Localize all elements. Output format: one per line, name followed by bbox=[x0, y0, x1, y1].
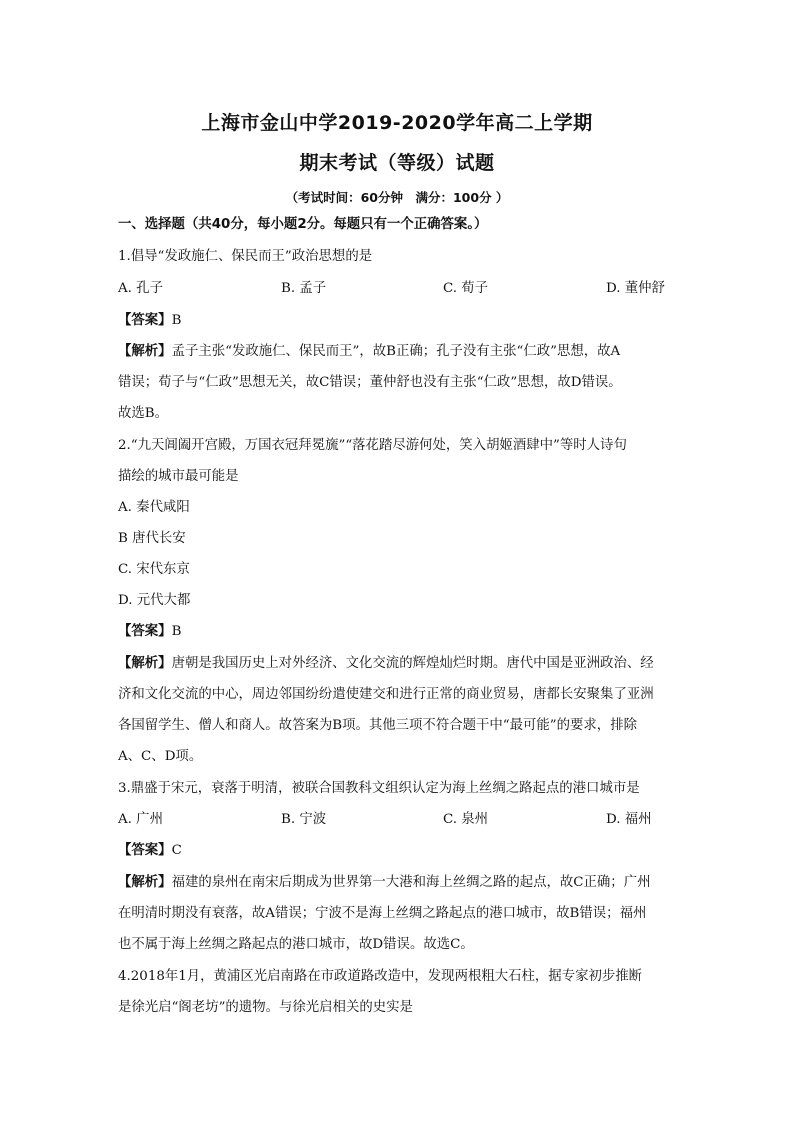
analysis-tag: 【解析】 bbox=[118, 875, 172, 890]
q3-analysis-line: 在明清时期没有衰落，故A错误；宁波不是海上丝绸之路起点的港口城市，故B错误；福州 bbox=[118, 906, 647, 921]
q2-option-d: D. 元代大都 bbox=[118, 593, 191, 608]
answer-value: B bbox=[171, 313, 182, 328]
analysis-text: 福建的泉州在南宋后期成为世界第一大港和海上丝绸之路的起点，故C正确；广州 bbox=[171, 875, 651, 890]
q3-analysis-line bbox=[118, 874, 678, 892]
section-heading: 一、选择题（共40分，每小题2分。每题只有一个正确答案。） bbox=[118, 217, 488, 232]
exam-title-line1: 上海市金山中学2019-2020学年高二上学期 bbox=[201, 112, 593, 134]
q4-stem: 是徐光启“阁老坊”的遗物。与徐光启相关的史实是 bbox=[118, 1000, 413, 1015]
q3-analysis-line: 也不属于海上丝绸之路起点的港口城市，故D错误。故选C。 bbox=[118, 937, 474, 952]
analysis-text: 孟子主张“发政施仁、保民而王”，故B正确；孔子没有主张“仁政”思想，故A bbox=[171, 344, 621, 359]
answer-value: C bbox=[171, 843, 182, 858]
q3-stem: 3.鼎盛于宋元，衰落于明清，被联合国教科文组织认定为海上丝绸之路起点的港口城市是 bbox=[118, 781, 640, 796]
q2-option-a: A. 秦代咸阳 bbox=[118, 500, 190, 515]
q2-option-b: B 唐代长安 bbox=[118, 531, 186, 546]
exam-title-line2: 期末考试（等级）试题 bbox=[299, 152, 495, 174]
q1-option-d: D. 董仲舒 bbox=[606, 281, 665, 296]
answer-value: B bbox=[171, 624, 182, 639]
answer-tag: 【答案】 bbox=[118, 624, 172, 639]
q2-analysis-line: A、C、D项。 bbox=[118, 749, 203, 764]
analysis-tag: 【解析】 bbox=[118, 656, 172, 671]
q2-stem: 描绘的城市最可能是 bbox=[118, 469, 239, 484]
analysis-text: 唐朝是我国历史上对外经济、文化交流的辉煌灿烂时期。唐代中国是亚洲政治、经 bbox=[171, 656, 654, 671]
q4-stem: 4.2018年1月，黄浦区光启南路在市政道路改造中，发现两根粗大石柱，据专家初步推断 bbox=[118, 969, 643, 984]
exam-meta: （考试时间：60分钟 满分：100分 ） bbox=[285, 190, 509, 205]
answer-tag: 【答案】 bbox=[118, 313, 172, 328]
q3-option-a: A. 广州 bbox=[118, 812, 163, 827]
answer-tag: 【答案】 bbox=[118, 843, 172, 858]
q2-analysis-line bbox=[118, 655, 678, 673]
q2-analysis-line: 各国留学生、僧人和商人。故答案为B项。其他三项不符合题干中“最可能”的要求，排除 bbox=[118, 718, 637, 733]
q2-option-c: C. 宋代东京 bbox=[118, 562, 190, 577]
q1-analysis-line: 错误；荀子与“仁政”思想无关，故C错误；董仲舒也没有主张“仁政”思想，故D错误。 bbox=[118, 375, 622, 390]
q2-stem: 2.“九天阊阖开宫殿，万国衣冠拜冕旒”“落花踏尽游何处，笑入胡姬酒肆中”等时人诗句 bbox=[118, 438, 627, 453]
analysis-tag: 【解析】 bbox=[118, 344, 172, 359]
q3-answer bbox=[118, 842, 678, 860]
q1-analysis-line: 故选B。 bbox=[118, 406, 169, 421]
q3-option-c: C. 泉州 bbox=[443, 812, 489, 827]
q1-option-b: B. 孟子 bbox=[281, 281, 327, 296]
q1-analysis-line bbox=[118, 343, 678, 361]
q3-option-b: B. 宁波 bbox=[281, 812, 327, 827]
q3-option-d: D. 福州 bbox=[606, 812, 652, 827]
q1-option-a: A. 孔子 bbox=[118, 281, 163, 296]
q1-answer bbox=[118, 312, 678, 330]
q1-option-c: C. 荀子 bbox=[443, 281, 489, 296]
q2-answer bbox=[118, 623, 678, 641]
q2-analysis-line: 济和文化交流的中心，周边邻国纷纷遣使建交和进行正常的商业贸易，唐都长安聚集了亚洲 bbox=[118, 687, 654, 702]
q1-stem: 1.倡导“发政施仁、保民而王”政治思想的是 bbox=[118, 249, 373, 264]
